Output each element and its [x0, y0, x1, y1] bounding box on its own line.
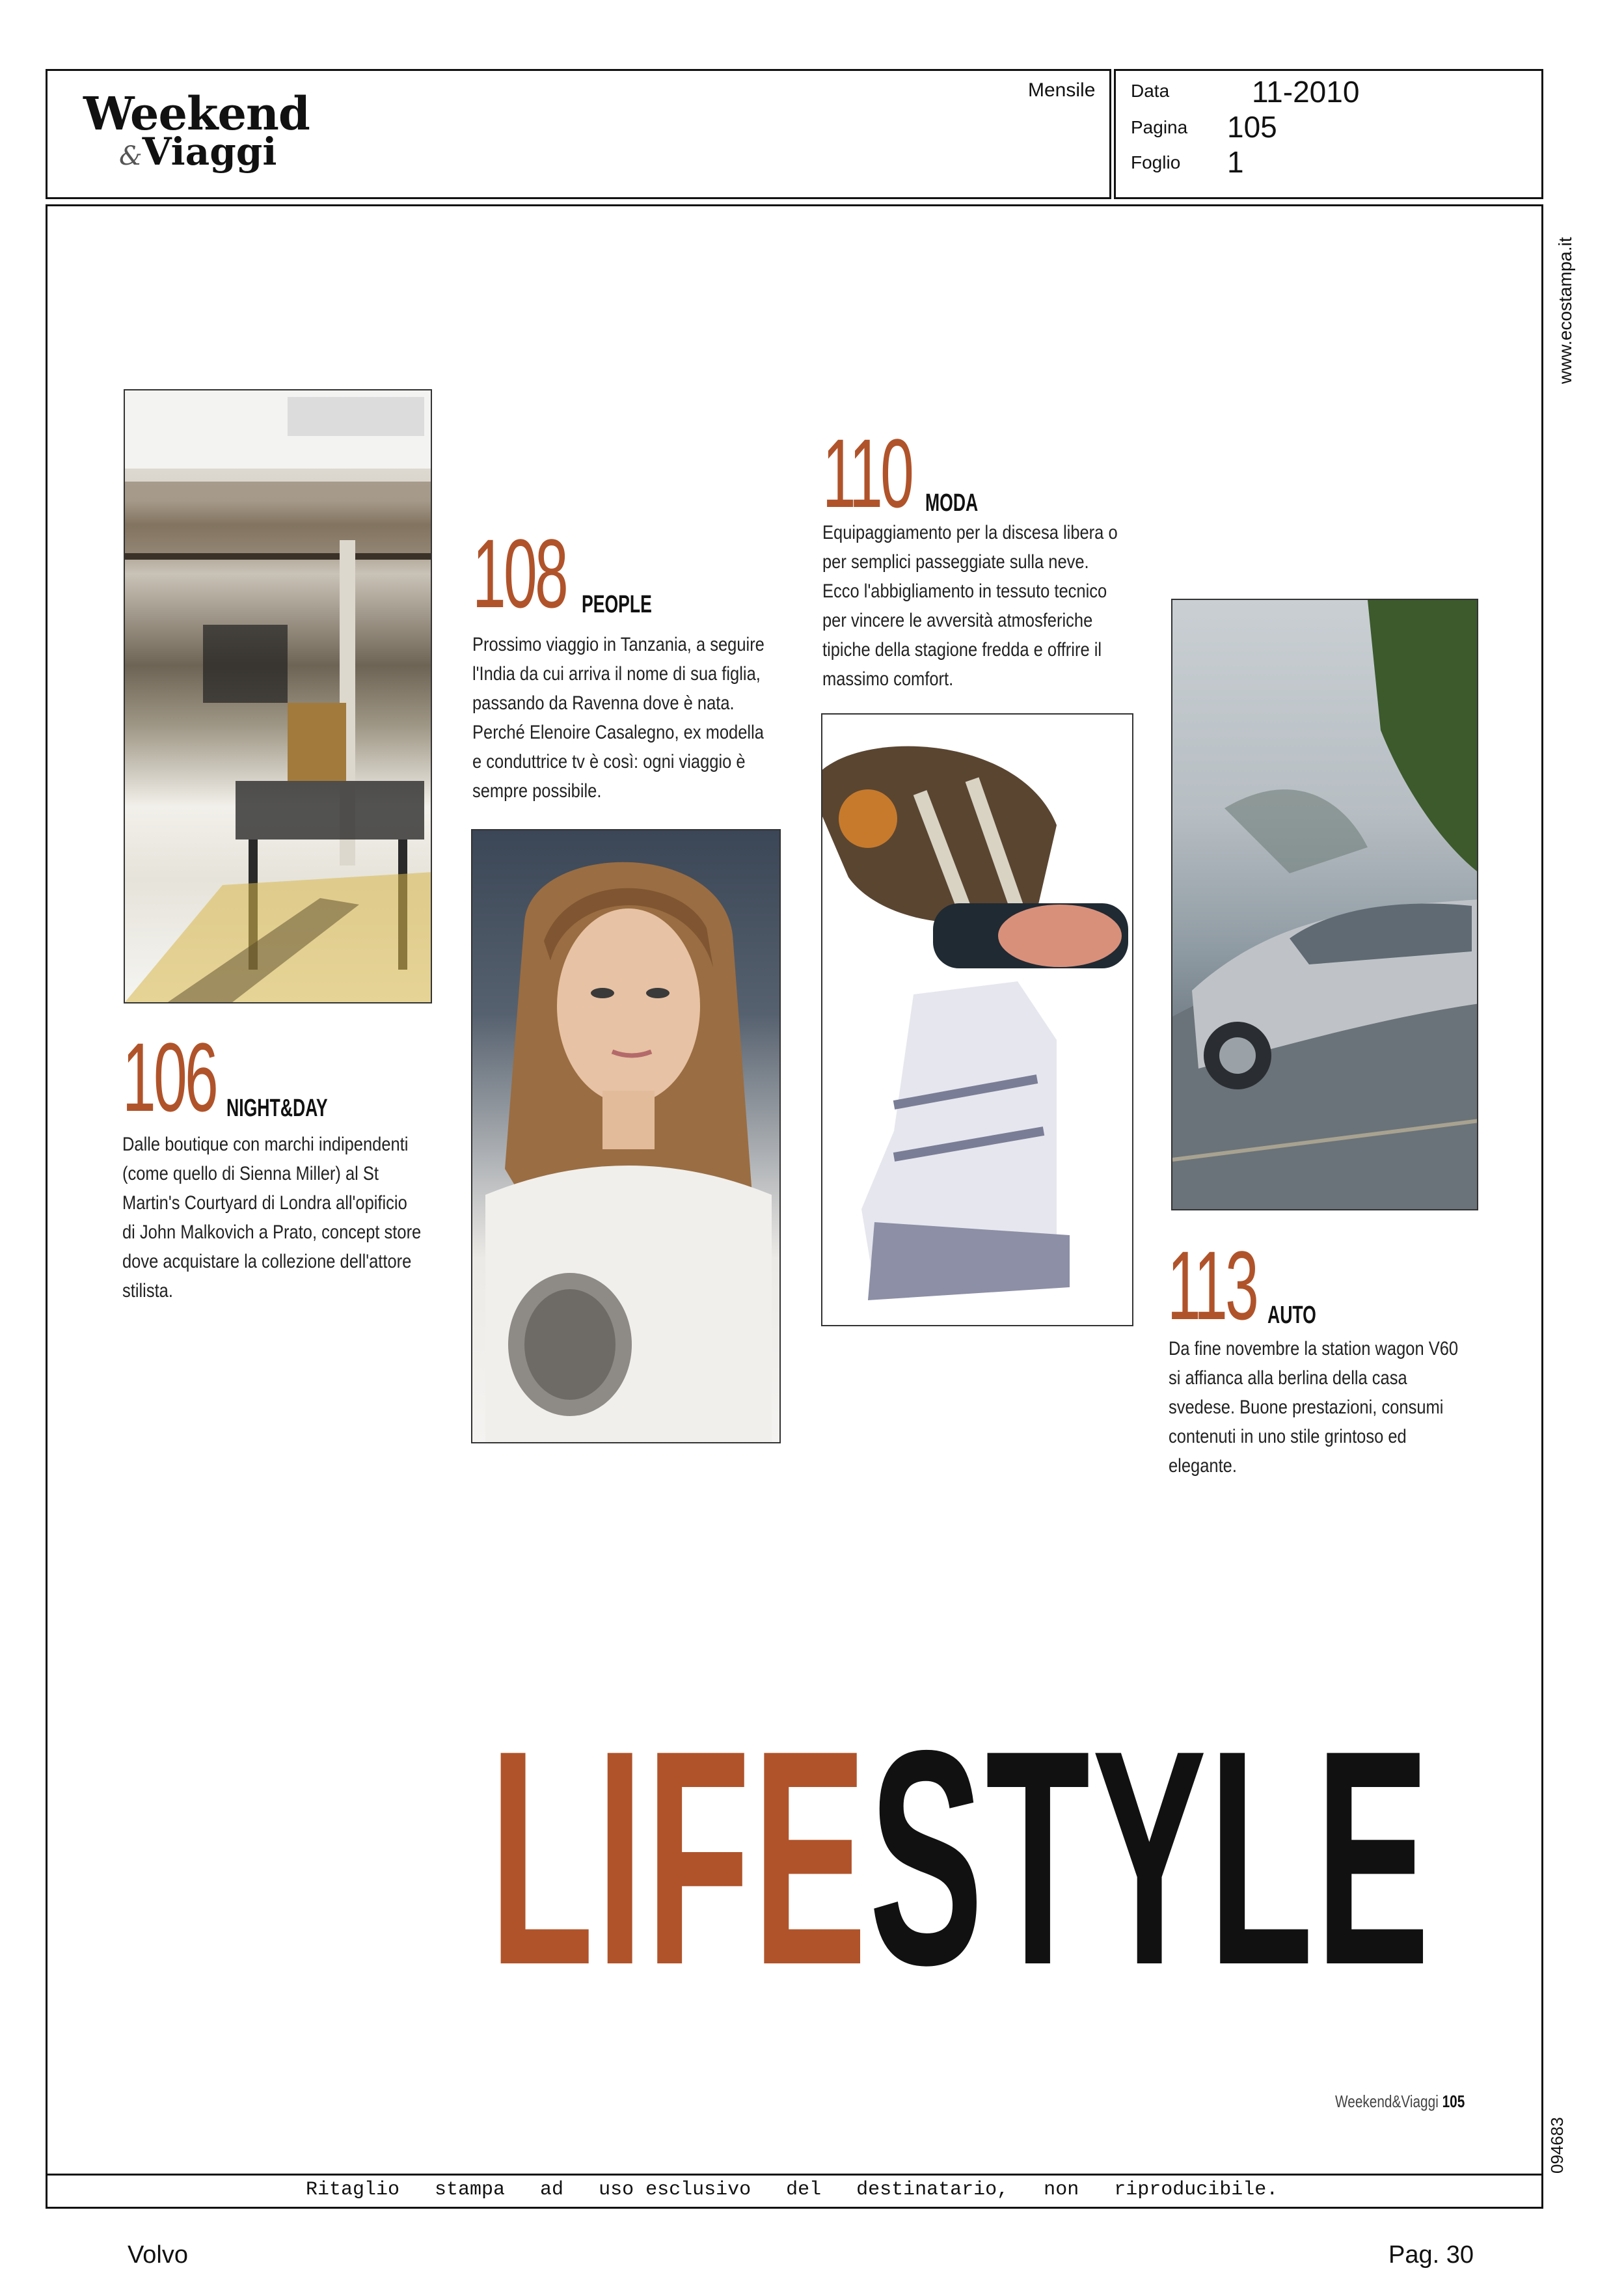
lifestyle-title-life: LIFE	[489, 1687, 869, 2028]
article-106-number: 106	[122, 1022, 217, 1132]
article-113-text: Da fine novembre la station wagon V60 si affianca alla berlina della casa svedese. Buone prestazioni, consumi contenuti in uno stile grintoso ed elegante.	[1169, 1338, 1459, 1477]
article-106-text: Dalle boutique con marchi indipendenti (come quello di Sienna Miller) al St Martin's Courtyard di Londra all'opificio di John Malkovich a Prato, concept store dove acquistare la collezione dell'attore stilista.	[122, 1134, 422, 1302]
foglio-value: 1	[1227, 145, 1244, 179]
pagina-value: 105	[1227, 110, 1277, 144]
article-110-heading	[822, 418, 1148, 528]
page-number: Pag. 30	[1388, 2241, 1474, 2269]
article-113-heading	[1167, 1231, 1493, 1341]
article-108-section: PEOPLE	[582, 591, 652, 618]
logo-viaggi: Viaggi	[142, 130, 277, 174]
website-vertical: www.ecostampa.it	[1555, 237, 1575, 384]
magazine-logo	[83, 87, 310, 176]
portrait-illustration	[472, 830, 781, 1443]
data-value: 11-2010	[1252, 75, 1360, 109]
article-106-section: NIGHT&DAY	[226, 1095, 328, 1122]
footer-rule	[46, 2174, 1543, 2176]
article-106-heading	[122, 1022, 448, 1132]
car-illustration	[1172, 600, 1478, 1210]
client-name: Volvo	[128, 2241, 188, 2269]
magazine-footer-brand: Weekend&Viaggi	[1335, 2092, 1439, 2111]
ski-gear-illustration	[822, 715, 1133, 1326]
woman-portrait-photo	[471, 829, 781, 1443]
car-photo	[1171, 599, 1478, 1210]
logo-amp: &	[119, 141, 142, 171]
boutique-illustration	[125, 390, 432, 1003]
article-113-number: 113	[1167, 1231, 1257, 1340]
article-108-number: 108	[472, 519, 567, 628]
reproduction-notice: Ritaglio stampa ad uso esclusivo del destinatario, non riproducibile.	[306, 2179, 1279, 2201]
periodicity: Mensile	[1028, 79, 1096, 101]
ski-gear-photo	[821, 713, 1133, 1326]
code-vertical: 094683	[1547, 2117, 1567, 2174]
magazine-page-footer	[1335, 2092, 1465, 2112]
boutique-photo	[124, 389, 432, 1003]
article-108-heading	[472, 519, 798, 629]
pagina-label: Pagina	[1131, 117, 1188, 137]
article-110-number: 110	[822, 418, 912, 528]
data-label: Data	[1131, 81, 1170, 101]
lifestyle-title-style: STYLE	[869, 1687, 1432, 2028]
logo-weekend: Weekend	[83, 87, 310, 141]
magazine-footer-page: 105	[1442, 2092, 1465, 2111]
article-110-section: MODA	[925, 489, 979, 517]
lifestyle-title	[489, 1687, 1432, 2028]
article-113-section: AUTO	[1267, 1302, 1316, 1329]
foglio-label: Foglio	[1131, 152, 1181, 172]
article-108-text: Prossimo viaggio in Tanzania, a seguire l'India da cui arriva il nome di sua figlia, passando da Ravenna dove è nata. Perché Elenoire Casalegno, ex modella e conduttrice tv è così: ogni viaggio è sempre possibile.	[472, 634, 765, 802]
article-110-text: Equipaggiamento per la discesa libera o per semplici passeggiate sulla neve. Ecco l'abbigliamento in tessuto tecnico per vincere le avversità atmosferiche tipiche della stagione fredda e offrire il massimo comfort.	[822, 522, 1118, 690]
